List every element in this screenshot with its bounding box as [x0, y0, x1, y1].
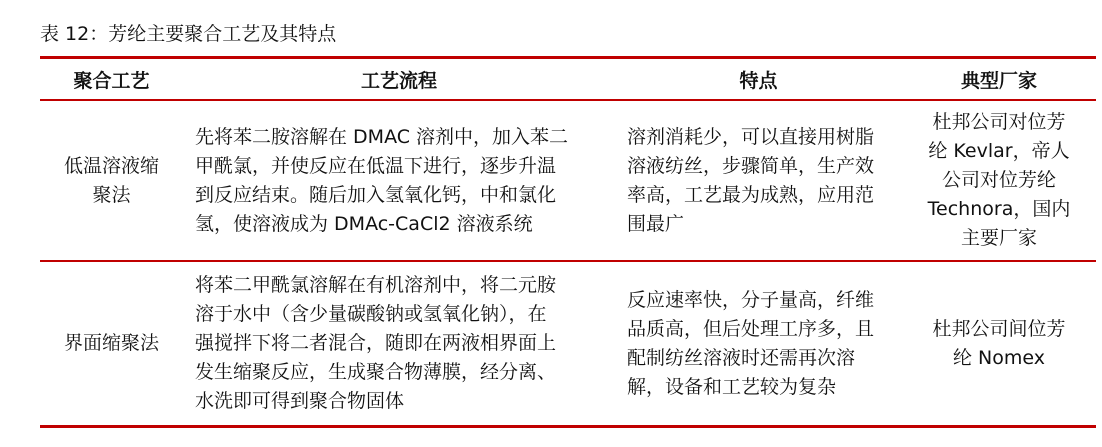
cell-line: 溶剂消耗少，可以直接用树脂 — [627, 125, 875, 148]
cell-line: 溶液纺丝，步骤简单，生产效 — [627, 154, 875, 177]
table-header-row — [40, 59, 1096, 99]
process-cell — [40, 101, 183, 260]
makers-cell — [902, 262, 1096, 425]
header-features: 特点 — [739, 69, 778, 92]
cell-line: 围最广 — [627, 212, 685, 235]
cell-line: 低温溶液缩 — [63, 154, 159, 177]
cell-line: 反应速率快，分子量高，纤维 — [627, 288, 875, 311]
cell-line: Technora，国内 — [927, 198, 1071, 220]
cell-line: 品质高，但后处理工序多，且 — [627, 317, 875, 340]
cell-line: 纶 Kevlar，帝人 — [928, 140, 1070, 162]
makers-cell — [902, 101, 1096, 260]
cell-line: 先将苯二胺溶解在 DMAC 溶剂中，加入苯二 — [195, 125, 569, 148]
cell-line: 溶于水中（含少量碳酸钠或氢氧化钠），在 — [195, 303, 547, 325]
cell-line: 解，设备和工艺较为复杂 — [627, 375, 837, 398]
header-flow: 工艺流程 — [360, 69, 437, 92]
features-cell — [615, 101, 902, 260]
cell-line: 氢，使溶液成为 DMAc-CaCl2 溶液系统 — [195, 212, 533, 235]
table-row — [40, 101, 1096, 260]
cell-line: 聚法 — [92, 183, 131, 206]
cell-line: 到反应结束。随后加入氢氧化钙，中和氯化 — [195, 183, 557, 206]
table-row — [40, 262, 1096, 425]
cell-line: 杜邦公司对位芳 — [932, 111, 1066, 133]
cell-line: 杜邦公司间位芳 — [932, 317, 1066, 340]
cell-line: 发生缩聚反应，生成聚合物薄膜，经分离、 — [195, 361, 557, 383]
cell-line: 配制纺丝溶液时还需再次溶 — [627, 346, 856, 369]
cell-line: 甲酰氯，并使反应在低温下进行，逐步升温 — [195, 154, 557, 177]
cell-line: 将苯二甲酰氯溶解在有机溶剂中，将二元胺 — [195, 274, 557, 296]
flow-cell — [183, 262, 615, 425]
process-cell — [40, 262, 183, 425]
cell-line: 公司对位芳纶 — [941, 169, 1056, 191]
header-makers: 典型厂家 — [960, 69, 1037, 92]
cell-line: 强搅拌下将二者混合，随即在两液相界面上 — [195, 332, 557, 354]
cell-line: 主要厂家 — [960, 227, 1037, 249]
cell-line: 纶 Nomex — [953, 346, 1045, 369]
features-cell — [615, 262, 902, 425]
cell-line: 水洗即可得到聚合物固体 — [195, 390, 405, 412]
header-process: 聚合工艺 — [73, 69, 150, 92]
table-caption: 表 12：芳纶主要聚合工艺及其特点 — [40, 23, 337, 45]
cell-line: 率高，工艺最为成熟，应用范 — [627, 183, 875, 206]
cell-line: 界面缩聚法 — [63, 332, 159, 354]
table-bottom-rule — [40, 425, 1096, 428]
process-table — [40, 56, 1096, 428]
flow-cell — [183, 101, 615, 260]
